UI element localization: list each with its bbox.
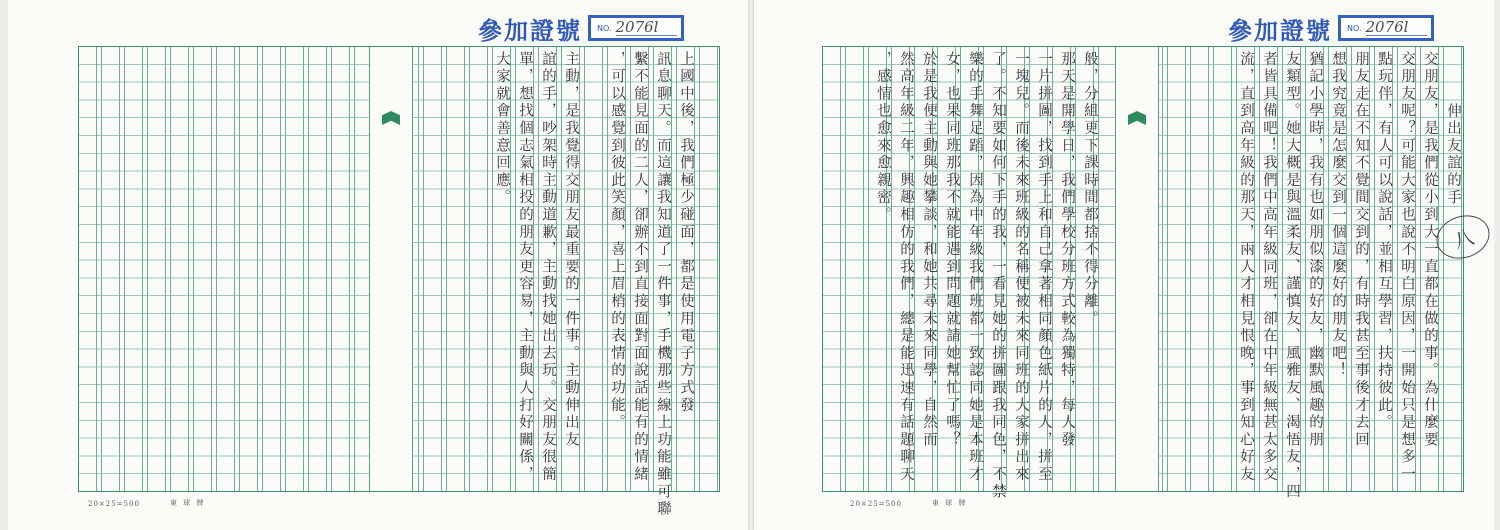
text-column: 主動，是我覺得交朋友最重要的一件事。主動伸出友 [563, 51, 579, 449]
text-column: 想我究竟是怎麼交到一個這麼好的朋友吧！ [1330, 51, 1346, 380]
text-column: 大家就會善意回應。 [494, 51, 510, 207]
manuscript-page-right [754, 0, 1494, 530]
grade-mark: 八 [1431, 209, 1495, 266]
text-column: 訊息聊天。而這讓我知道了一件事，手機那些線上功能雖可聯 [655, 51, 671, 519]
text-column: 於是我便主動與她攀談，和她共尋未來同學，自然而 [921, 51, 937, 449]
text-column: 了。不知要如何下手的我，一看見她的拼圖跟我同色，不禁 [990, 51, 1006, 501]
center-band [369, 47, 413, 491]
text-column: ，可以感覺到彼此笑顏，喜上眉梢的表情的功能。 [609, 51, 625, 432]
grid-spec-label: 20×25=500 [88, 500, 140, 508]
brand-label: 東 球 牌 [170, 499, 206, 507]
brand-label: 東 球 牌 [932, 499, 968, 507]
text-column: 者皆具備吧！我們中高年級同班，卻在中年級無甚太多交 [1261, 51, 1277, 484]
manuscript-page-left [8, 0, 748, 530]
text-column: ，感情也愈來愈親密。 [875, 51, 891, 224]
entry-number-box [1338, 15, 1434, 41]
text-column: 交朋友，是我們從小到大一直都在做的事。為什麼要 [1422, 51, 1438, 449]
entry-number-value: 2076l [616, 19, 678, 36]
bookmark-icon [1128, 111, 1146, 125]
entry-number-box [588, 15, 684, 41]
text-column: 一片拼圖，找到手上和自己拿著相同顏色紙片的人，拼至 [1036, 51, 1052, 484]
text-column: 女，也果同班那我不就能遇到問題就請她幫忙了嗎？ [944, 51, 960, 449]
text-column: 流，直到高年級的那天，兩人才相見恨晚，事到知心好友 [1238, 51, 1254, 484]
text-column: 一塊兒。而後未來班級的名稱便被未來同班的大家拼出來 [1013, 51, 1029, 484]
entry-number-header [1228, 10, 1434, 46]
center-band [1115, 47, 1159, 491]
text-column: 然高年級二年，興趣相仿的我們，總是能迅速有話題聊天 [898, 51, 914, 484]
text-column: 般，分組更下課時間都捨不得分離。 [1082, 51, 1098, 328]
bookmark-icon [382, 111, 400, 125]
text-column: 猶記小學時，我有也如朋似漆的好友，幽默風趣的朋 [1307, 51, 1323, 449]
text-column: 友類型。她大概是與溫柔友、謹慎友、風雅友、渴悟友，四 [1284, 51, 1300, 501]
text-column: 朋友走在不知不覺間交到的，有時我甚至事後才去回 [1353, 51, 1369, 449]
text-column: 繫不能見面的二人，卻辦不到直接面對面說話能有的情緒 [632, 51, 648, 484]
entry-number-label: NO. [597, 24, 612, 33]
entry-number-header [478, 10, 684, 46]
header-title: 參加證號 [1228, 15, 1332, 45]
grid-spec-label: 20×25=500 [850, 500, 902, 508]
entry-number-label: NO. [1347, 24, 1362, 33]
essay-title: 伸出友誼的手 [1445, 103, 1461, 207]
text-column: 交朋友呢？可能大家也說不明白原因，一開始只是想多一 [1399, 51, 1415, 484]
text-column: 那天是開學日，我們學校分班方式較為獨特，每人發 [1059, 51, 1075, 449]
header-title: 參加證號 [478, 15, 582, 45]
text-column: 誼的手，吵架時主動道歉，主動找她出去玩。交朋友很簡 [540, 51, 556, 484]
text-column: 單，想找個志氣相投的朋友更容易，主動與人打好關係， [517, 51, 533, 484]
entry-number-value: 2076l [1366, 19, 1428, 36]
text-column: 點玩伴，有人可以說話，並相互學習，扶持彼此。 [1376, 51, 1392, 432]
text-column: 上國中後，我們極少碰面，都是使用電子方式發 [678, 51, 694, 415]
manuscript-grid [822, 46, 1464, 501]
text-column: 樂的手舞足蹈，因為中年級我們班都一致認同她是本班才 [967, 51, 983, 484]
